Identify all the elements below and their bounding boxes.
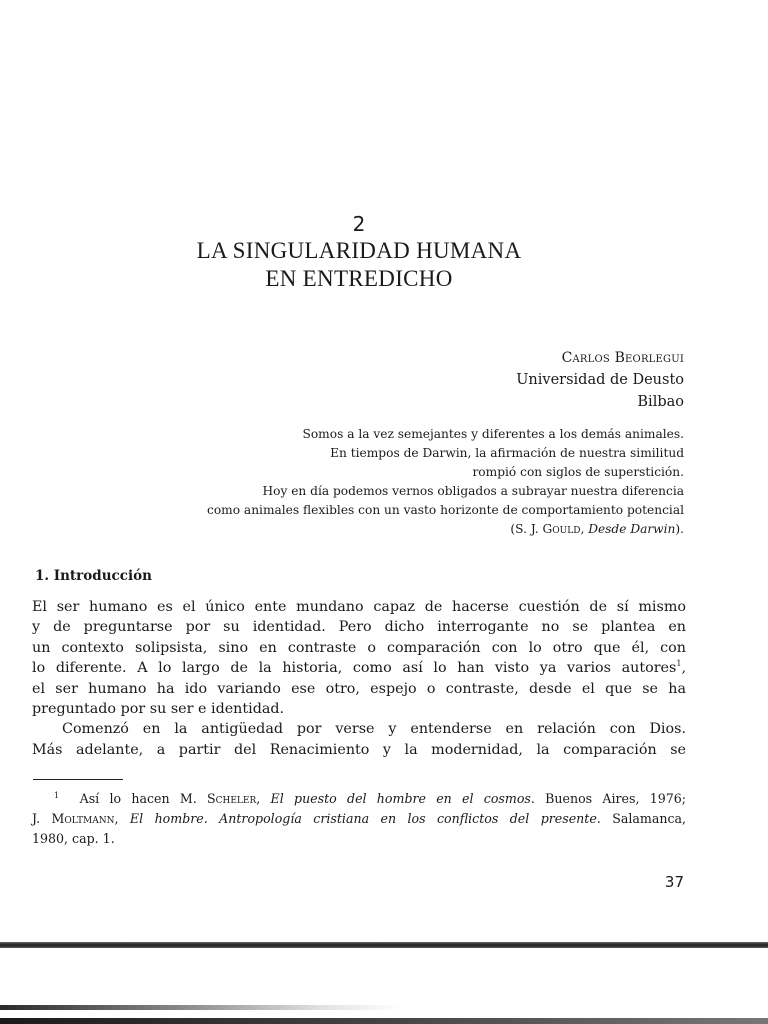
chapter-title-line-1: LA SINGULARIDAD HUMANA [196,238,522,263]
chapter-number: 2 [352,212,366,236]
body-line: El ser humano es el único ente mundano capaz de hacerse cuestión de sí mismo [32,599,686,615]
epigraph-line: rompió con siglos de superstición. [472,465,684,479]
author-block [516,347,684,413]
scan-page-edge [0,1005,400,1010]
chapter-title [0,237,718,293]
body-line: preguntado por su ser e identidad. [32,701,285,718]
footnote-reference[interactable]: 1 [676,659,682,669]
epigraph-line: En tiempos de Darwin, la afirmación de nuestra similitud [330,446,684,460]
body-line: un contexto solipsista, sino en contraste o comparación con lo otro que él, con [32,639,686,656]
footnote-line-2 [32,809,686,829]
attribution-work: Desde Darwin [588,522,676,536]
footnote [32,789,686,849]
author-city: Bilbao [637,394,684,410]
epigraph-line: Somos a la vez semejantes y diferentes a los demás animales. [302,427,684,441]
footnote-author: Moltmann [51,811,115,826]
body-line: Comenzó en la antigüedad por verse y entenderse en relación con Dios. [62,721,686,738]
body-line-punct: , [681,660,686,677]
footnote-author: Scheler [207,791,257,806]
attribution-close: ). [675,522,684,536]
chapter-title-line-2: EN ENTREDICHO [265,266,453,291]
section-heading: 1. Introducción [35,568,152,584]
body-text [32,597,686,760]
scan-page-edge [0,942,768,948]
author-affiliation: Universidad de Deusto [516,372,684,388]
footnote-text: . Buenos Aires, 1976; [530,791,687,806]
attribution-sep: , [580,522,589,536]
footnote-line-1 [32,789,686,809]
author-name: Carlos Beorlegui [561,350,684,366]
body-line: el ser humano ha ido variando ese otro, espejo o contraste, desde el que se ha [32,680,686,697]
footnote-line-3: 1980, cap. 1. [32,831,115,846]
scan-page-edge [0,1018,768,1024]
page-number: 37 [664,873,684,891]
epigraph [207,425,684,539]
epigraph-attribution [207,520,684,539]
footnote-text: Así lo hacen M. [79,791,207,806]
epigraph-line: como animales flexibles con un vasto horizonte de comportamiento potencial [207,503,684,517]
body-line-with-ref [32,658,686,678]
footnote-text: , [114,811,130,826]
footnote-work: El puesto del hombre en el cosmos [270,791,531,806]
attribution-open: (S. J. [510,522,543,536]
body-line-text: lo diferente. A lo largo de la historia, como así lo han visto ya varios autores [32,660,677,677]
footnote-text: . Salamanca, [596,811,687,826]
footnote-work: El hombre. Antropología cristiana en los conflictos del presente [129,811,597,826]
epigraph-line: Hoy en día podemos vernos obligados a subrayar nuestra diferencia [262,484,684,498]
footnote-marker: 1 [54,790,60,800]
footnote-text: , [256,791,271,806]
footnote-text: J. [32,811,52,826]
footnote-divider [33,779,123,780]
attribution-author: Gould [542,522,581,536]
body-line: y de preguntarse por su identidad. Pero dicho interrogante no se plantea en [32,619,686,636]
body-line: Más adelante, a partir del Renacimiento y la modernidad, la comparación se [32,741,686,758]
